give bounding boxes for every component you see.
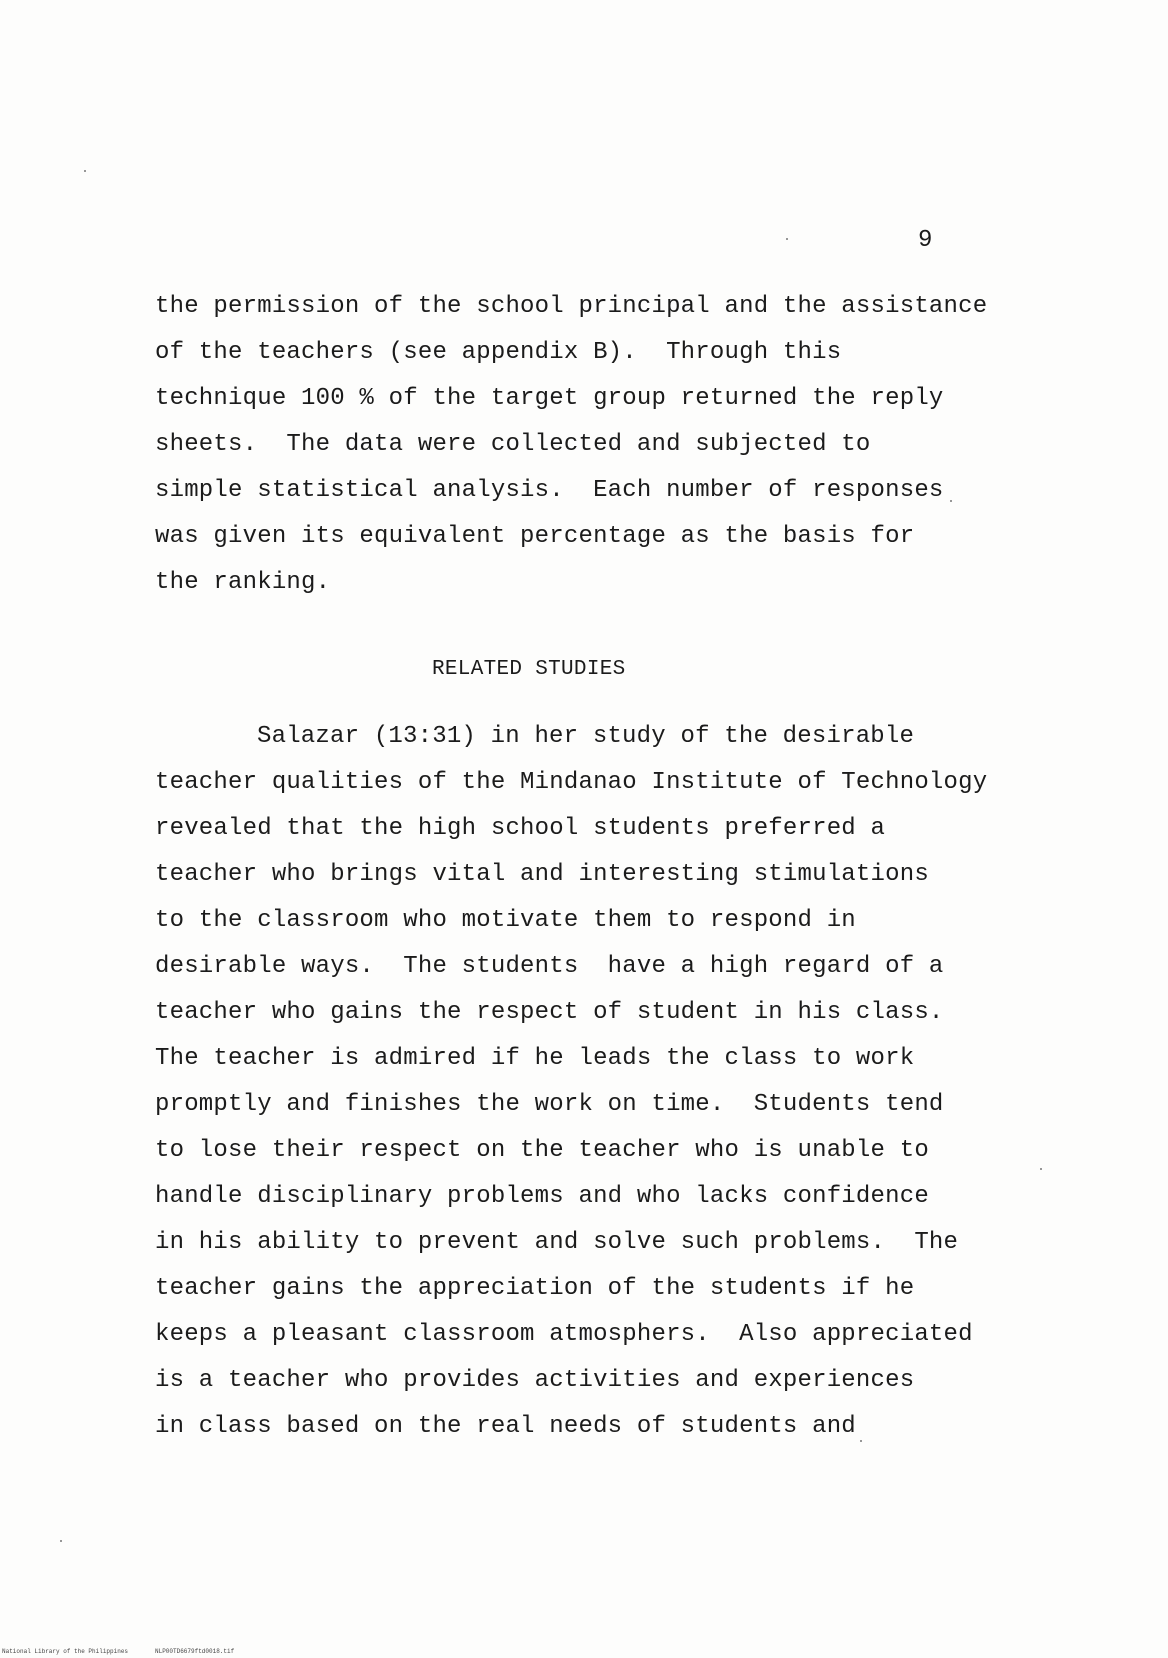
scan-speck — [950, 500, 952, 502]
scan-speck — [860, 1440, 862, 1442]
scan-speck — [1040, 1168, 1042, 1170]
paragraph-1-line-4: sheets. The data were collected and subjected to — [155, 431, 871, 458]
paragraph-1-line-7: the ranking. — [155, 569, 331, 596]
paragraph-2-line-9: promptly and finishes the work on time. Students tend — [155, 1091, 944, 1118]
scan-speck — [60, 1540, 62, 1542]
paragraph-2-line-6: desirable ways. The students have a high regard of a — [155, 953, 944, 980]
paragraph-1-line-5: simple statistical analysis. Each number of responses — [155, 477, 944, 504]
paragraph-2-line-5: to the classroom who motivate them to respond in — [155, 907, 856, 934]
paragraph-1-line-3: technique 100 % of the target group returned the reply — [155, 385, 944, 412]
page-number: 9 — [918, 227, 933, 254]
paragraph-2-line-12: in his ability to prevent and solve such problems. The — [155, 1229, 959, 1256]
scan-speck — [786, 238, 788, 240]
paragraph-2-line-2: teacher qualities of the Mindanao Institute of Technology — [155, 769, 988, 796]
paragraph-1-line-1: the permission of the school principal and the assistance — [155, 293, 988, 320]
paragraph-2-line-15: is a teacher who provides activities and experiences — [155, 1367, 915, 1394]
paragraph-2-line-1: Salazar (13:31) in her study of the desirable — [257, 723, 915, 750]
paragraph-2-line-10: to lose their respect on the teacher who is unable to — [155, 1137, 929, 1164]
paragraph-2-line-11: handle disciplinary problems and who lacks confidence — [155, 1183, 929, 1210]
section-heading: RELATED STUDIES — [432, 658, 626, 681]
paragraph-1-line-6: was given its equivalent percentage as the basis for — [155, 523, 915, 550]
paragraph-2-line-7: teacher who gains the respect of student in his class. — [155, 999, 944, 1026]
footer-library-credit: National Library of the Philippines — [2, 1648, 129, 1655]
paragraph-2-line-14: keeps a pleasant classroom atmosphers. Also appreciated — [155, 1321, 973, 1348]
paragraph-2-line-4: teacher who brings vital and interesting stimulations — [155, 861, 929, 888]
paragraph-2-line-13: teacher gains the appreciation of the students if he — [155, 1275, 915, 1302]
paragraph-2-line-3: revealed that the high school students preferred a — [155, 815, 886, 842]
footer-file-name: NLP00TD6679ftd0018.tif — [155, 1648, 235, 1655]
paragraph-2-line-8: The teacher is admired if he leads the class to work — [155, 1045, 915, 1072]
paragraph-1-line-2: of the teachers (see appendix B). Through this — [155, 339, 842, 366]
scan-speck — [84, 170, 86, 172]
paragraph-2-line-16: in class based on the real needs of students and — [155, 1413, 856, 1440]
